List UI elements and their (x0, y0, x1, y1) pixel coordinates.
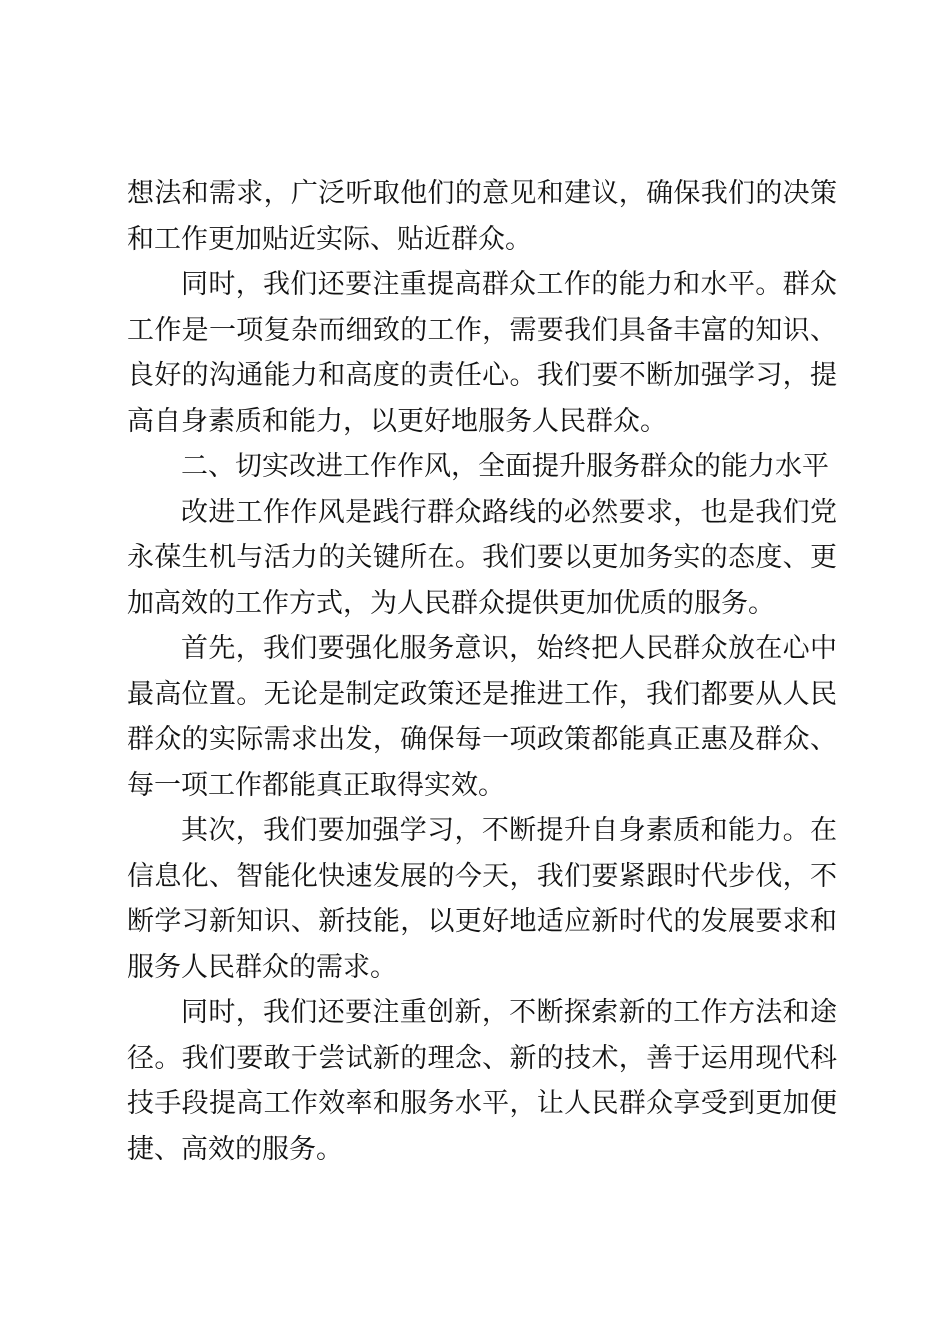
paragraph-mass-work-ability: 同时，我们还要注重提高群众工作的能力和水平。群众工作是一项复杂而细致的工作，需要我们具备丰富的知识、良好的沟通能力和高度的责任心。我们要不断加强学习，提高自身素质和能力，以更好地服务人民群众。 (127, 269, 837, 437)
paragraph-work-style: 改进工作作风是践行群众路线的必然要求，也是我们党永葆生机与活力的关键所在。我们要以更加务实的态度、更加高效的工作方式，为人民群众提供更加优质的服务。 (127, 496, 837, 619)
document-body (127, 171, 837, 1172)
paragraph-service-awareness: 首先，我们要强化服务意识，始终把人民群众放在心中最高位置。无论是制定政策还是推进工作，我们都要从人民群众的实际需求出发，确保每一项政策都能真正惠及群众、每一项工作都能真正取得实效。 (127, 633, 837, 801)
section-heading-2: 二、切实改进工作作风，全面提升服务群众的能力水平 (181, 451, 829, 482)
paragraph-strengthen-learning: 其次，我们要加强学习，不断提升自身素质和能力。在信息化、智能化快速发展的今天，我们要紧跟时代步伐，不断学习新知识、新技能，以更好地适应新时代的发展要求和服务人民群众的需求。 (127, 815, 837, 983)
paragraph-continuation: 想法和需求，广泛听取他们的意见和建议，确保我们的决策和工作更加贴近实际、贴近群众。 (127, 178, 837, 255)
paragraph-innovation: 同时，我们还要注重创新，不断探索新的工作方法和途径。我们要敢于尝试新的理念、新的技术，善于运用现代科技手段提高工作效率和服务水平，让人民群众享受到更加便捷、高效的服务。 (127, 997, 837, 1165)
